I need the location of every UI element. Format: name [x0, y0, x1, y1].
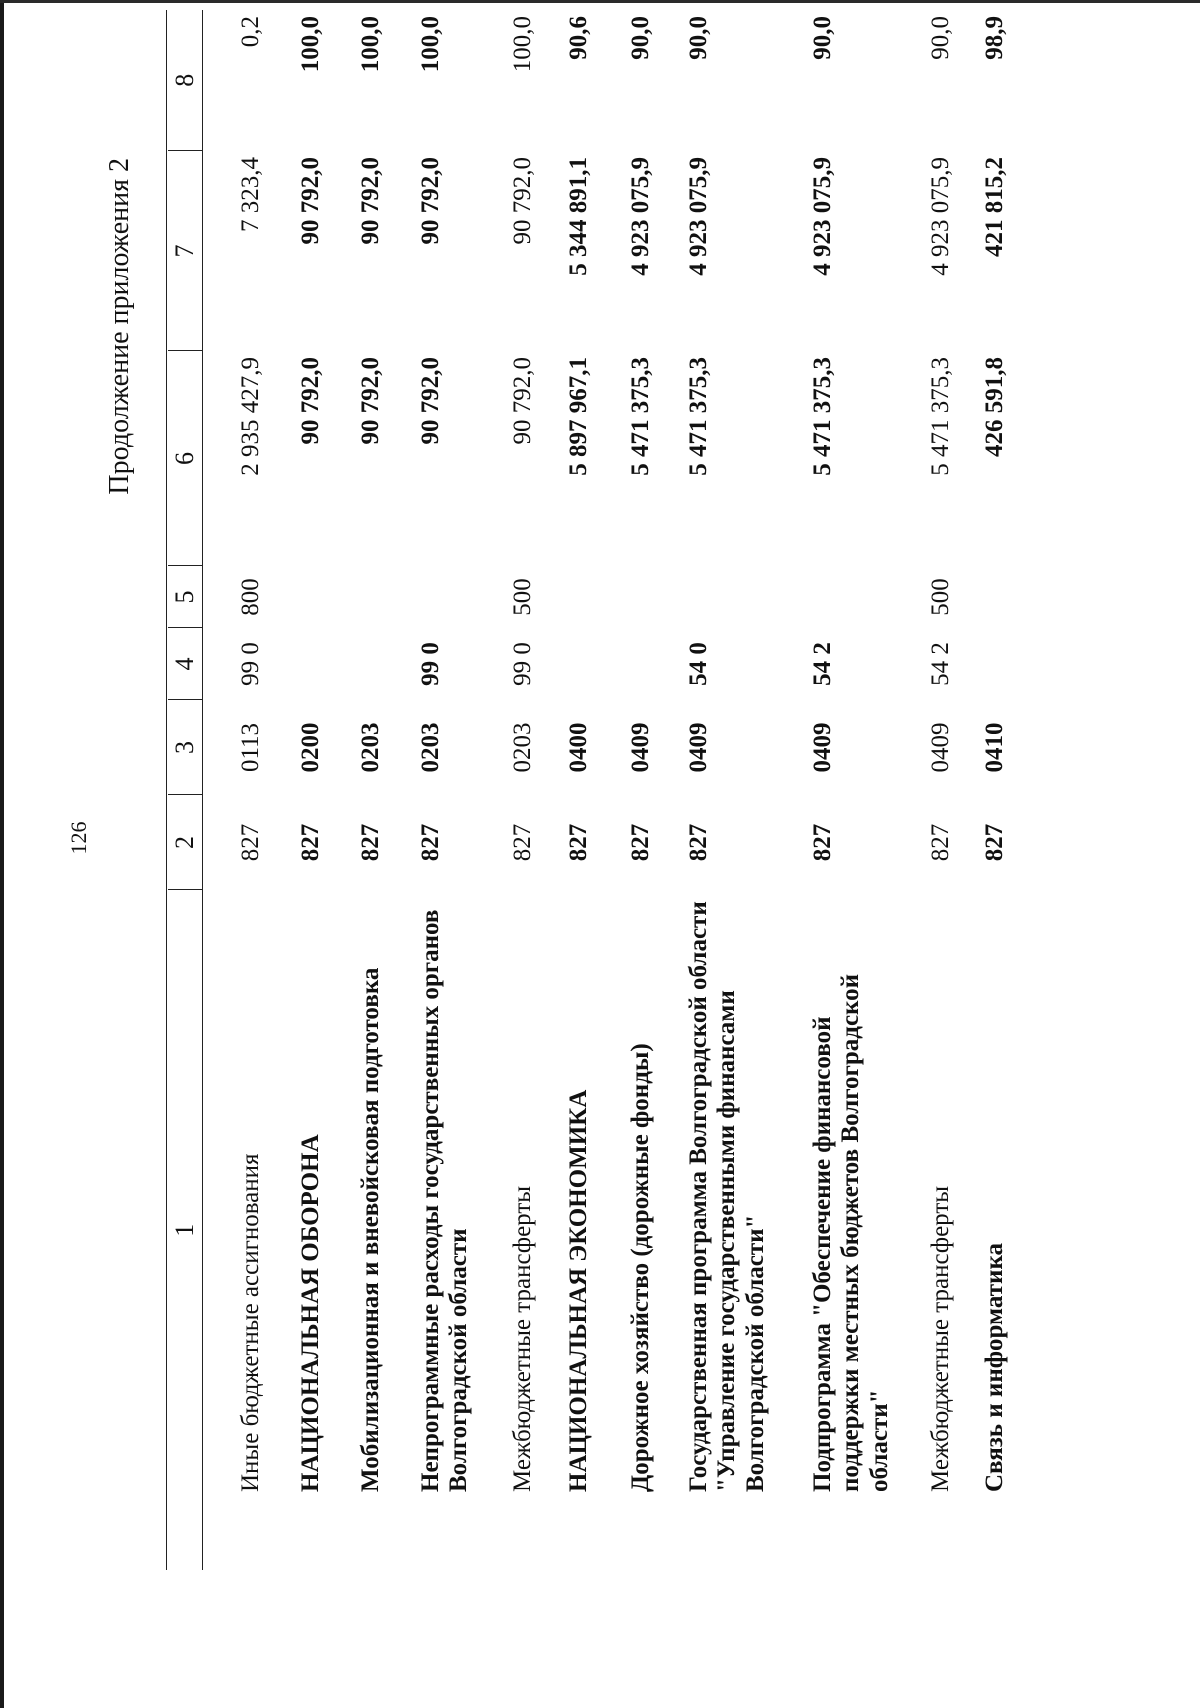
- row-program-code: 99 0: [416, 642, 444, 686]
- budget-table: [168, 10, 1025, 1570]
- row-program-code: [611, 628, 671, 700]
- row-expense-type: 500: [508, 578, 536, 616]
- row-actual: 4 923 075,9: [626, 157, 654, 276]
- row-expense-type: [341, 566, 401, 628]
- row-percent: 90,6: [564, 16, 592, 60]
- table-row: [281, 10, 341, 1570]
- row-actual: 4 923 075,9: [926, 157, 954, 276]
- row-program-code: [551, 628, 611, 700]
- table-row: [551, 10, 611, 1570]
- row-ministry-code: 827: [684, 823, 712, 862]
- table-row: [203, 10, 281, 1570]
- row-planned: 90 792,0: [508, 357, 536, 445]
- row-ministry-code: 827: [296, 823, 324, 862]
- row-program-code: [969, 628, 1025, 700]
- column-header-8: 8: [168, 10, 203, 151]
- row-section-code: 0410: [980, 722, 1008, 773]
- row-actual: 421 815,2: [980, 157, 1008, 257]
- table-header-row: [168, 10, 203, 1570]
- row-expense-type: [551, 566, 611, 628]
- row-actual: 90 792,0: [508, 157, 536, 245]
- row-section-code: 0400: [564, 722, 592, 773]
- row-percent: 0,2: [237, 16, 264, 48]
- row-actual: 4 923 075,9: [684, 157, 712, 276]
- column-header-6: 6: [168, 351, 203, 566]
- table-row: [401, 10, 491, 1570]
- row-actual: 7 323,4: [237, 157, 264, 232]
- row-expense-type: [401, 566, 491, 628]
- row-percent: 90,0: [684, 16, 712, 60]
- row-program-code: 54 0: [684, 642, 712, 686]
- row-section-code: 0113: [237, 722, 264, 773]
- row-ministry-code: 827: [356, 823, 384, 862]
- row-section-code: 0409: [808, 722, 836, 773]
- row-planned: 90 792,0: [296, 357, 324, 445]
- column-header-1: 1: [168, 890, 203, 1570]
- row-planned: 5 471 375,3: [684, 357, 712, 476]
- row-expense-type: [671, 566, 791, 628]
- row-percent: 98,9: [980, 16, 1008, 60]
- row-ministry-code: 827: [416, 823, 444, 862]
- table-row: [913, 10, 969, 1570]
- table-row: [969, 10, 1025, 1570]
- row-percent: 90,0: [926, 16, 954, 60]
- page-number: 126: [66, 821, 91, 855]
- row-actual: 4 923 075,9: [808, 157, 836, 276]
- row-expense-type: 500: [926, 578, 954, 616]
- row-name: Иные бюджетные ассигнования: [237, 1153, 264, 1492]
- row-percent: 100,0: [296, 16, 324, 73]
- row-name: Государственная программа Волгоградской области "Управление государственными финансами Волгоградской области": [684, 901, 769, 1492]
- column-header-4: 4: [168, 628, 203, 700]
- row-name: Межбюджетные трансферты: [926, 1185, 954, 1492]
- row-percent: 90,0: [626, 16, 654, 60]
- table-row: [491, 10, 551, 1570]
- column-header-7: 7: [168, 151, 203, 351]
- row-expense-type: [611, 566, 671, 628]
- row-ministry-code: 827: [626, 823, 654, 862]
- table-row: [671, 10, 791, 1570]
- row-percent: 100,0: [416, 16, 444, 73]
- row-planned: 5 471 375,3: [926, 357, 954, 476]
- row-name: Мобилизационная и вневойсковая подготовка: [356, 967, 384, 1492]
- row-percent: 90,0: [808, 16, 836, 60]
- continuation-note: Продолжение приложения 2: [104, 158, 135, 495]
- row-planned: 2 935 427,9: [237, 357, 264, 476]
- row-program-code: 99 0: [237, 642, 264, 686]
- row-planned: 426 591,8: [980, 357, 1008, 457]
- row-program-code: 54 2: [808, 642, 836, 686]
- row-expense-type: [969, 566, 1025, 628]
- row-name: НАЦИОНАЛЬНАЯ ОБОРОНА: [296, 1134, 324, 1492]
- row-ministry-code: 827: [237, 823, 264, 862]
- row-percent: 100,0: [508, 16, 536, 73]
- row-section-code: 0409: [684, 722, 712, 773]
- row-expense-type: 800: [237, 578, 264, 616]
- row-planned: 5 471 375,3: [808, 357, 836, 476]
- row-planned: 5 897 967,1: [564, 357, 592, 476]
- table-top-border: [166, 10, 167, 1570]
- row-percent: 100,0: [356, 16, 384, 73]
- row-name: Непрограммные расходы государственных органов Волгоградской области: [416, 909, 473, 1492]
- row-actual: 90 792,0: [356, 157, 384, 245]
- row-section-code: 0203: [356, 722, 384, 773]
- row-expense-type: [791, 566, 913, 628]
- row-section-code: 0200: [296, 722, 324, 773]
- row-ministry-code: 827: [926, 823, 954, 862]
- row-expense-type: [281, 566, 341, 628]
- column-header-5: 5: [168, 566, 203, 628]
- row-actual: 5 344 891,1: [564, 157, 592, 276]
- row-planned: 90 792,0: [416, 357, 444, 445]
- row-name: Дорожное хозяйство (дорожные фонды): [626, 1043, 654, 1492]
- table-row: [611, 10, 671, 1570]
- row-section-code: 0203: [508, 722, 536, 773]
- row-ministry-code: 827: [564, 823, 592, 862]
- row-planned: 5 471 375,3: [626, 357, 654, 476]
- row-program-code: 99 0: [508, 642, 536, 686]
- table-row: [341, 10, 401, 1570]
- row-ministry-code: 827: [808, 823, 836, 862]
- column-header-3: 3: [168, 700, 203, 795]
- row-ministry-code: 827: [980, 823, 1008, 862]
- row-name: НАЦИОНАЛЬНАЯ ЭКОНОМИКА: [564, 1089, 592, 1492]
- row-ministry-code: 827: [508, 823, 536, 862]
- row-program-code: 54 2: [926, 642, 954, 686]
- row-name: Связь и информатика: [980, 1243, 1008, 1492]
- row-section-code: 0409: [926, 722, 954, 773]
- row-name: Подпрограмма "Обеспечение финансовой поддержки местных бюджетов Волгоградской области": [808, 973, 893, 1492]
- row-program-code: [341, 628, 401, 700]
- column-header-2: 2: [168, 795, 203, 890]
- row-section-code: 0409: [626, 722, 654, 773]
- table-row: [791, 10, 913, 1570]
- row-section-code: 0203: [416, 722, 444, 773]
- row-planned: 90 792,0: [356, 357, 384, 445]
- row-actual: 90 792,0: [416, 157, 444, 245]
- row-name: Межбюджетные трансферты: [508, 1185, 536, 1492]
- row-actual: 90 792,0: [296, 157, 324, 245]
- row-program-code: [281, 628, 341, 700]
